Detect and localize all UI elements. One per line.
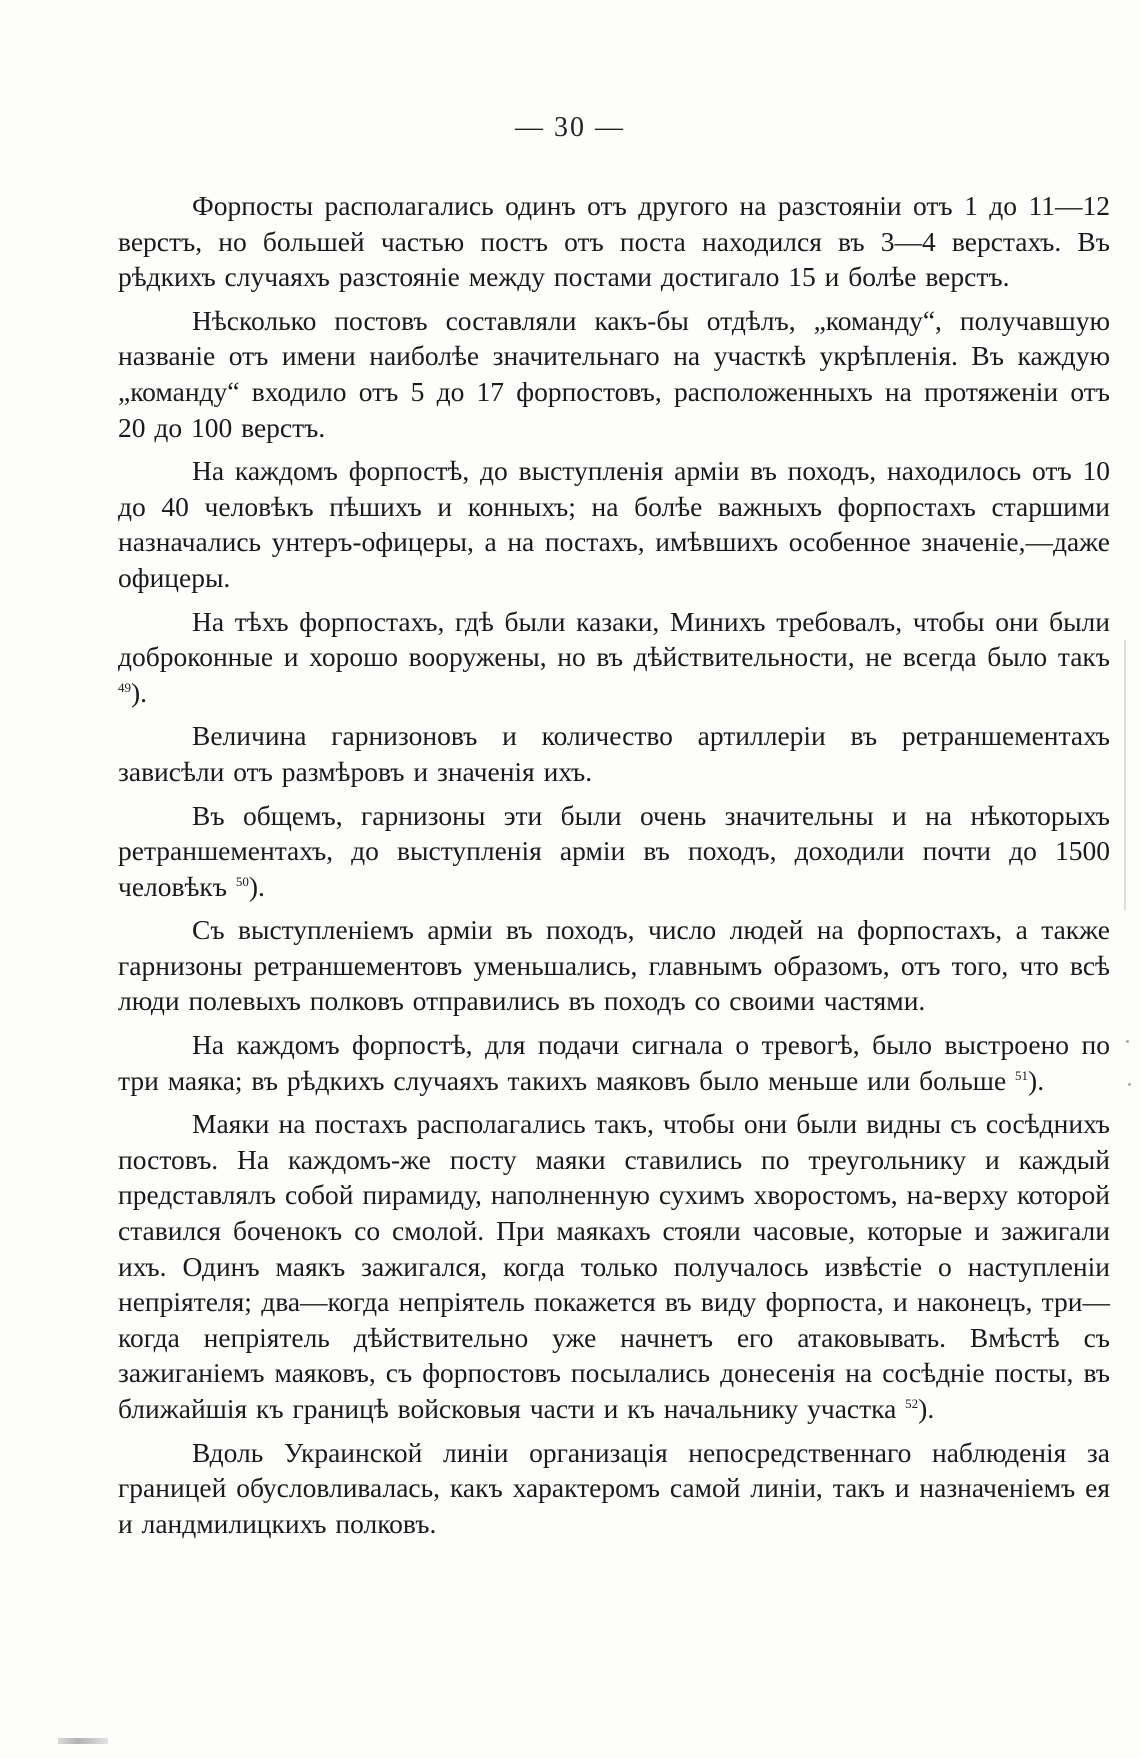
paragraph <box>118 798 1110 905</box>
footnote-marker[interactable]: 51 <box>1015 1067 1029 1083</box>
paragraph <box>118 1027 1110 1098</box>
paragraph <box>118 303 1110 445</box>
paragraph-text: Маяки на постахъ располагались такъ, чтобы они были видны съ сосѣднихъ постовъ. На каждомъ-же посту маяки ставились по треугольнику и каждый представлялъ собой пирамиду, наполненную сухимъ хворостомъ, на-верху которой ставился боченокъ со смолой. При маякахъ стояли часовые, которые и зажигали ихъ. Одинъ маякъ зажигался, когда только получалось извѣстіе о наступленіи непріятеля; два—когда непріятель покажется въ виду форпоста, и наконецъ, три—когда непріятель дѣйствительно уже начнетъ его атаковывать. Вмѣстѣ съ зажиганіемъ маяковъ, съ форпостовъ посылались донесенія на сосѣдніе посты, въ ближайшія къ границѣ войсковыя части и къ начальнику участка <box>118 1108 1110 1424</box>
paragraph-text: Съ выступленіемъ арміи въ походъ, число людей на форпостахъ, а также гарнизоны ретраншементовъ уменьшались, главнымъ образомъ, отъ того, что всѣ люди полевыхъ полковъ отправились въ походъ со своими частями. <box>118 914 1110 1017</box>
footnote-close: ). <box>1028 1064 1045 1096</box>
paragraph-text: Въ общемъ, гарнизоны эти были очень значительны и на нѣкоторыхъ ретраншементахъ, до выступленія арміи въ походъ, доходили почти до 1500 человѣкъ <box>118 799 1110 902</box>
page-number: — 30 — <box>515 112 625 143</box>
footnote-marker[interactable]: 50 <box>235 873 249 889</box>
footnote-marker[interactable]: 52 <box>905 1395 919 1411</box>
paragraph-text: Вдоль Украинской линіи организація непосредственнаго наблюденія за границей обусловливалась, какъ характеромъ самой линіи, такъ и назначеніемъ ея и ландмилицкихъ полковъ. <box>118 1436 1110 1539</box>
scan-speck <box>1128 1083 1131 1086</box>
scan-margin-line <box>1124 640 1126 910</box>
paragraph-text: Форпосты располагались одинъ отъ другого на разстояніи отъ 1 до 11—12 верстъ, но большей частью постъ отъ поста находился въ 3—4 верстахъ. Въ рѣдкихъ случаяхъ разстояніе между постами достигало 15 и болѣе верстъ. <box>118 190 1110 293</box>
body-text <box>118 188 1110 1549</box>
paragraph <box>118 453 1110 595</box>
paragraph <box>118 604 1110 711</box>
paragraph-text: На тѣхъ форпостахъ, гдѣ были казаки, Минихъ требовалъ, чтобы они были доброконные и хорошо вооружены, но въ дѣйствительности, не всегда было такъ <box>118 605 1110 673</box>
footnote-close: ). <box>248 870 265 902</box>
paragraph <box>118 1106 1110 1426</box>
paragraph <box>118 1435 1110 1542</box>
footnote-close: ). <box>918 1393 935 1424</box>
paragraph-text: Нѣсколько постовъ составляли какъ-бы отдѣлъ, „команду“, получавшую названіе отъ имени наиболѣе значительнаго на участкѣ укрѣпленія. Въ каждую „команду“ входило отъ 5 до 17 форпостовъ, расположенныхъ на протяженіи отъ 20 до 100 верстъ. <box>118 304 1110 443</box>
paragraph-text: На каждомъ форпостѣ, до выступленія арміи въ походъ, находилось отъ 10 до 40 человѣкъ пѣшихъ и конныхъ; на болѣе важныхъ форпостахъ старшими назначались унтеръ-офицеры, а на постахъ, имѣвшихъ особенное значеніе,—даже офицеры. <box>118 455 1110 593</box>
scan-speck <box>1126 1040 1129 1043</box>
paragraph <box>118 188 1110 295</box>
paragraph <box>118 718 1110 789</box>
scan-artifact <box>58 1738 108 1744</box>
paragraph-text: На каждомъ форпостѣ, для подачи сигнала о тревогѣ, было выстроено по три маяка; въ рѣдкихъ случаяхъ такихъ маяковъ было меньше или больше <box>118 1029 1110 1096</box>
paragraph <box>118 912 1110 1019</box>
footnote-marker[interactable]: 49 <box>118 679 131 695</box>
footnote-close: ). <box>131 676 148 708</box>
paragraph-text: Величина гарнизоновъ и количество артиллеріи въ ретраншементахъ зависѣли отъ размѣровъ и значенія ихъ. <box>118 720 1110 787</box>
